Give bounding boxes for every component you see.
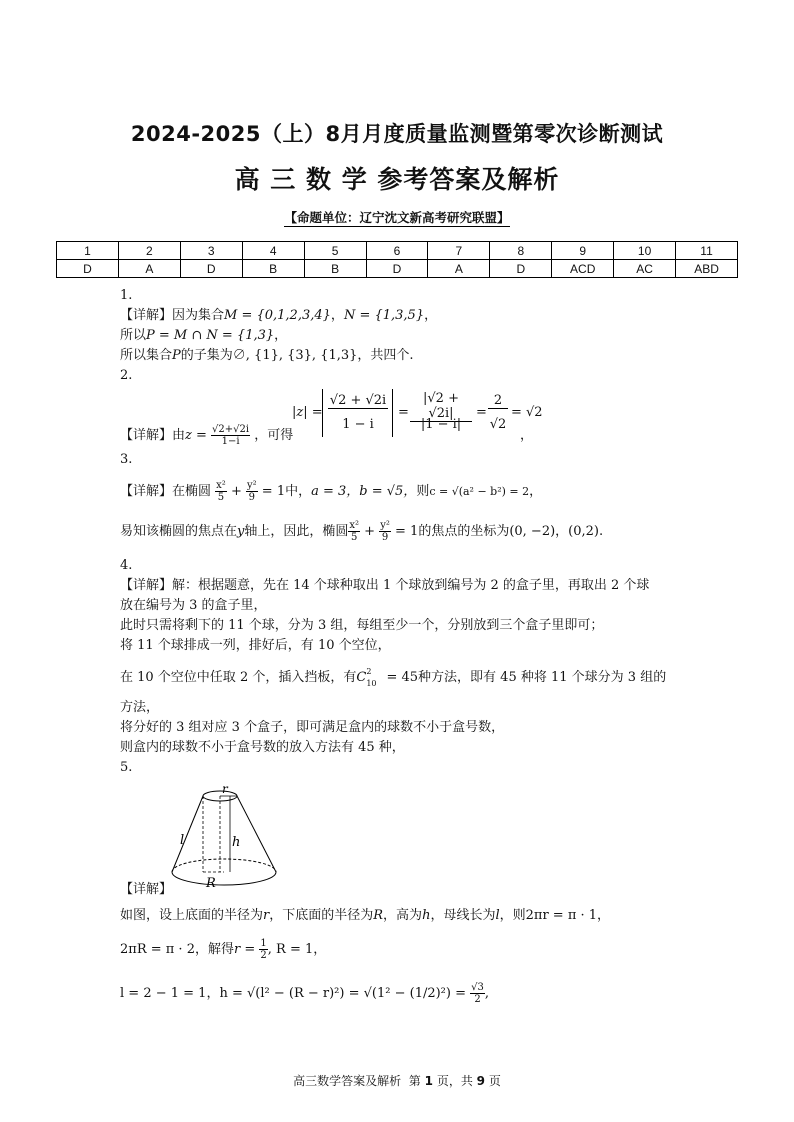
- answer-number-cell: 10: [614, 242, 676, 260]
- q5-line-2: 2πR = π · 2，解得r = $\frac{1}{2}$ , R = 1，: [120, 938, 327, 961]
- label-r: r: [222, 784, 228, 796]
- question-4: [120, 556, 649, 656]
- document-title: 2024-2025（上）8月月度质量监测暨第零次诊断测试: [130, 122, 664, 146]
- answer-choice-cell: D: [366, 260, 428, 278]
- q4-line-4: 将 11 个球排成一列，排好后，有 10 个空位，: [120, 638, 391, 653]
- q1-line-2: 所以P = M ∩ N = {1,3}，: [120, 328, 288, 343]
- q1-line-1: 【详解】因为集合M = {0,1,2,3,4}，N = {1,3,5}，: [120, 308, 438, 323]
- answer-number-cell: 2: [118, 242, 180, 260]
- answer-number-cell: 4: [242, 242, 304, 260]
- bottom-base-front: [172, 872, 276, 885]
- q2-end: ，: [520, 428, 534, 443]
- frustum-figure: [160, 784, 290, 894]
- answer-choice-cell: A: [118, 260, 180, 278]
- question-number: 1.: [120, 288, 133, 303]
- answer-choice-cell: D: [180, 260, 242, 278]
- q1-line-3: 所以集合P的子集为∅, {1}, {3}, {1,3}，共四个.: [120, 348, 414, 363]
- answer-choice-cell: ABD: [676, 260, 738, 278]
- page-footer: 高三数学答案及解析 第 1 页，共 9 页: [293, 1074, 501, 1088]
- answer-number-cell: 1: [57, 242, 119, 260]
- q5-detail: 【详解】: [120, 882, 173, 897]
- answer-choice-cell: AC: [614, 260, 676, 278]
- q2-line-1: 【详解】由z = $\frac{√2+√2i}{1-i}$ ，可得: [120, 424, 294, 447]
- question-number: 4.: [120, 558, 133, 573]
- question-number: 5.: [120, 760, 133, 775]
- answer-number-cell: 3: [180, 242, 242, 260]
- answer-choice-cell: B: [242, 260, 304, 278]
- label-h: h: [232, 835, 241, 850]
- q4-rest: 方法， 将分好的 3 组对应 3 个盒子，即可满足盒内的球数不小于盒号数， 则盒内的球数不小于盒号数的放入方法有 45 种， 5.: [120, 698, 504, 778]
- question-number: 3.: [120, 452, 133, 467]
- question-number: 2.: [120, 368, 133, 383]
- answer-choice-cell: D: [490, 260, 552, 278]
- document-subtitle: 高 三 数 学 参考答案及解析: [234, 165, 560, 194]
- slant-right-line: [237, 796, 276, 872]
- answer-number-row: [57, 242, 738, 260]
- q4-line-5: 在 10 个空位中任取 2 个，插入挡板，有C 2 10 = 45种方法，即有 45 种将 11 个球分为 3 组的: [120, 667, 667, 688]
- q2-modulus-formula: |z| = √2 + √2i 1 − i = |√2 + √2i| |1 − i| = 2 √2 = √2: [292, 389, 532, 445]
- q5-line-3: l = 2 − 1 = 1，h = √(l² − (R − r)²) = √(1² − (1/2)²) = $\frac{√3}{2}$ ,: [120, 982, 490, 1005]
- bottom-base-back: [172, 859, 276, 872]
- q4-line-1: 【详解】解：根据题意，先在 14 个球种取出 1 个球放到编号为 2 的盒子里，再取出 2 个球: [120, 578, 650, 593]
- answer-table: [56, 241, 738, 278]
- label-l: l: [180, 833, 185, 848]
- answer-choice-cell: A: [428, 260, 490, 278]
- question-1: [120, 286, 437, 366]
- q5-line-1: 如图，设上底面的半径为r，下底面的半径为R，高为h，母线长为l，则2πr = π · 1，: [120, 908, 611, 923]
- answer-choice-cell: ACD: [552, 260, 614, 278]
- q2-fraction: $\frac{√2+√2i}{1-i}$: [212, 424, 250, 447]
- q4-line-3: 此时只需将剩下的 11 个球，分为 3 组，每组至少一个，分别放到三个盒子里即可；: [120, 618, 604, 633]
- answer-number-cell: 9: [552, 242, 614, 260]
- answer-choice-cell: D: [57, 260, 119, 278]
- q4-line-2: 放在编号为 3 的盒子里，: [120, 598, 267, 613]
- answer-number-cell: 11: [676, 242, 738, 260]
- question-3: [120, 450, 132, 470]
- answer-number-cell: 7: [428, 242, 490, 260]
- question-2: [120, 366, 132, 386]
- answer-number-cell: 5: [304, 242, 366, 260]
- author-unit: 【命题单位：辽宁沈文新高考研究联盟】: [284, 210, 510, 225]
- label-R: R: [206, 876, 216, 891]
- answer-choice-cell: B: [304, 260, 366, 278]
- answer-choice-row: [57, 260, 738, 278]
- q3-line-2: 易知该椭圆的焦点在y轴上，因此，椭圆 $\frac{\text{x²}}{5}$ + $\frac{\text{y²}}{9}$ = 1的焦点的坐标为(0, −2)，(0,2).: [120, 520, 604, 543]
- q3-line-1: 【详解】在椭圆 $\frac{\text{x²}}{5}$ + $\frac{\text{y²}}{9}$ = 1中，a = 3，b = √5，则c = √(a² − b²) = 2，: [120, 480, 543, 503]
- answer-number-cell: 8: [490, 242, 552, 260]
- answer-number-cell: 6: [366, 242, 428, 260]
